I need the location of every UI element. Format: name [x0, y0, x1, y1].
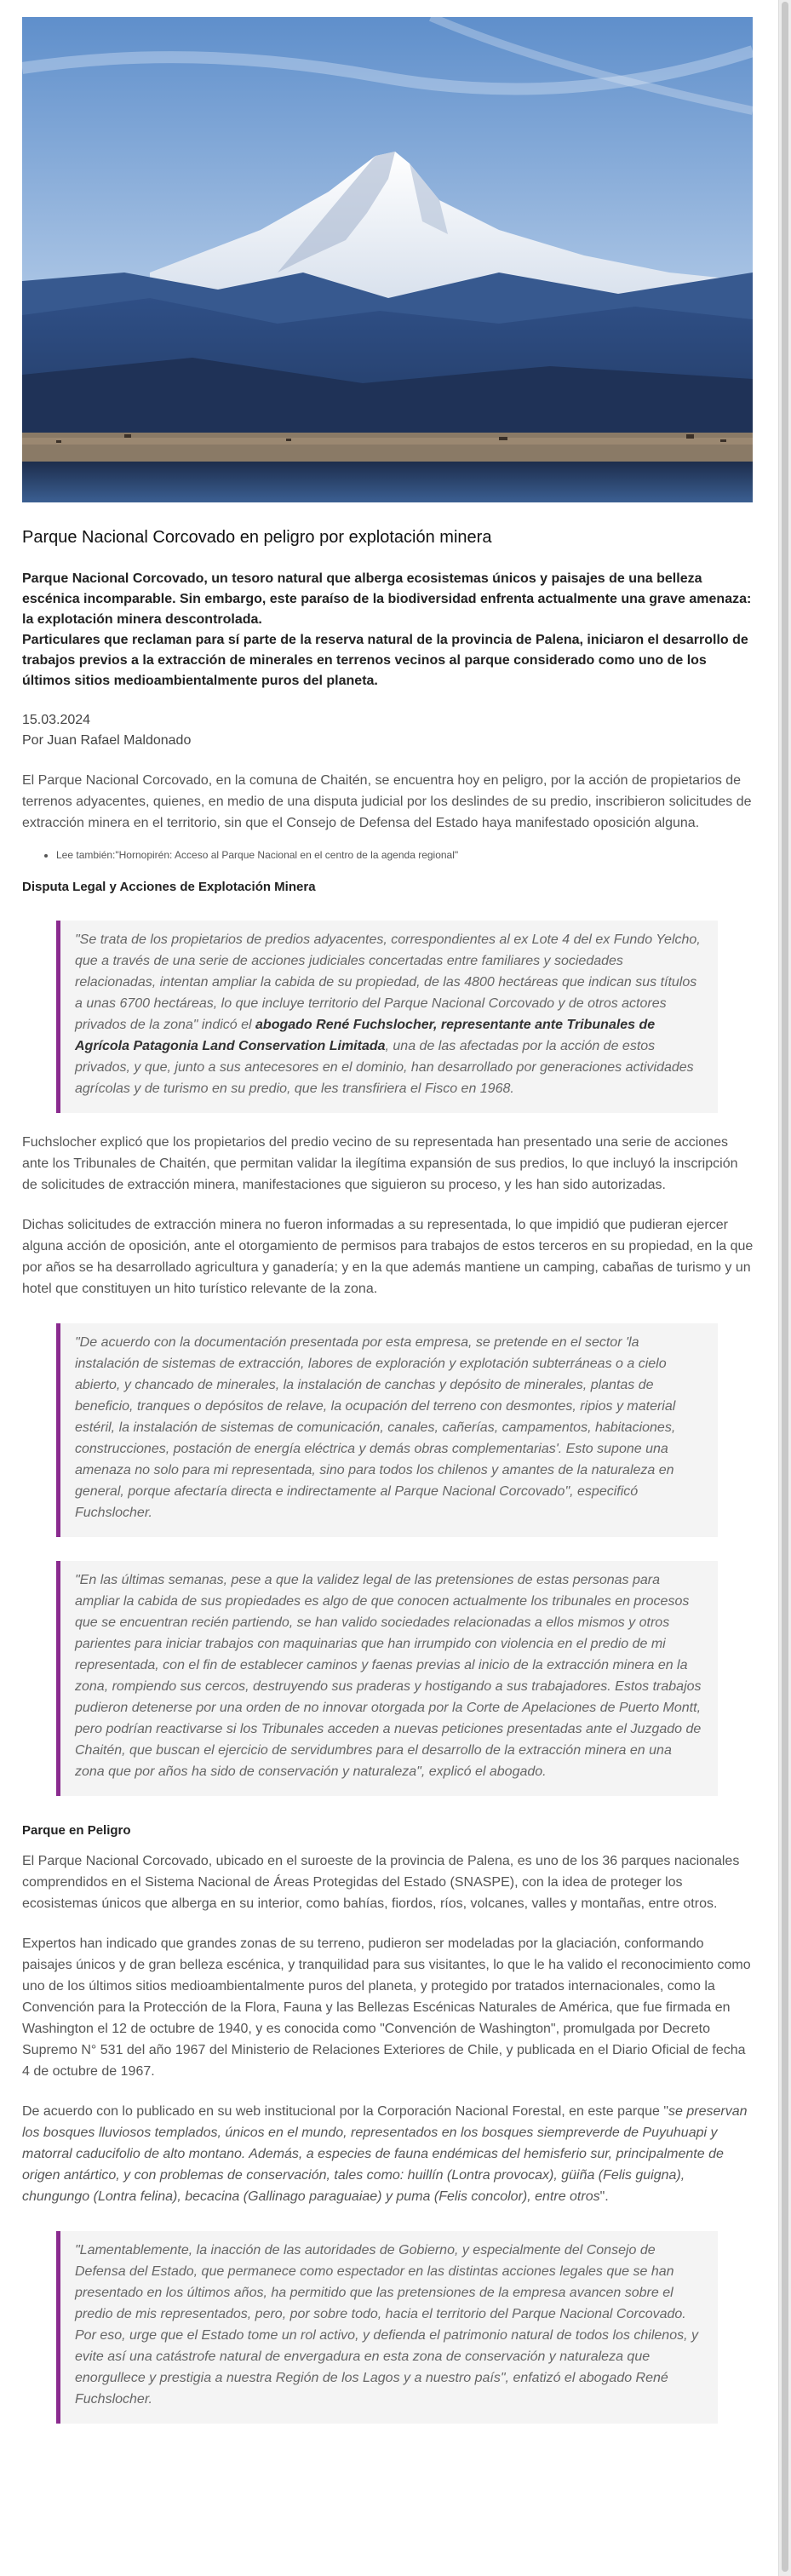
related-link[interactable]: • Lee también:"Hornopirén: Acceso al Parque Nacional en el centro de la agenda regional"	[56, 847, 754, 863]
quote-text: "Se trata de los propietarios de predios adyacentes, correspondientes al ex Lote 4 del ex Fundo Yelcho, que a través de una serie de acciones judiciales concertadas entre familiares y sociedades relacionadas, intentan ampliar la cabida de su propiedad, de las 4800 hectáreas que indican sus títulos a unas 6700 hectáreas, lo que incluye territorio del Parque Nacional Corcovado y de otros actores privados de la zona" indicó el	[75, 932, 701, 1032]
pull-quote: "De acuerdo con la documentación presentada por esta empresa, se pretende en el sector 'la instalación de sistemas de extracción, labores de exploración y explotación subterráneas o a cielo abierto, y chancado de minerales, la instalación de canchas y depósito de minerales, plantas de beneficio, tranques o depósitos de relave, la ocupación del terreno con desmontes, ripios y material estéril, la instalación de sistemas de comunicación, canales, cañerías, campamentos, habitaciones, construcciones, postación de energía eléctrica y demás obras complementarias'. Esto supone una amenaza no solo para mi representada, sino para todos los chilenos y amantes de la naturaleza en general, porque afectaría directa e indirectamente al Parque Nacional Corcovado", especificó Fuchslocher.	[56, 1323, 718, 1537]
hero-image-mountain	[22, 17, 753, 502]
article-lead	[22, 569, 754, 691]
article-title: Parque Nacional Corcovado en peligro por explotación minera	[22, 528, 492, 547]
pull-quote: "En las últimas semanas, pese a que la validez legal de las pretensiones de estas personas para ampliar la cabida de sus propiedades es algo de que conocen actualmente los tribunales en procesos que se encuentran recién partiendo, se han valido sociedades relacionadas a ellos mismos y otros parientes para iniciar trabajos con maquinarias que han irrumpido con violencia en el predio de mi representada, con el fin de establecer caminos y faenas previas al inicio de la extracción minera en la zona, rompiendo sus cercos, destruyendo sus praderas y hostigando a sus trabajadores. Estos trabajos pudieron detenerse por una orden de no innovar otorgada por la Corte de Apelaciones de Puerto Montt, pero podrían reactivarse si los Tribunales acceden a nuevas peticiones presentadas ante el Juzgado de Chaitén, que buscan el ejercicio de servidumbres para el desarrollo de la extracción minera en una zona que por años ha sido de conservación y naturaleza", explicó el abogado.	[56, 1561, 718, 1796]
pull-quote	[56, 921, 718, 1113]
quote-emphasis: abogado René Fuchslocher, representante ante Tribunales de Agrícola Patagonia Land Conservation Limitada	[75, 1018, 656, 1053]
paragraph-text: ".	[599, 2189, 609, 2204]
article	[22, 17, 754, 2424]
section-heading: Disputa Legal y Acciones de Explotación Minera	[22, 880, 316, 894]
body-paragraph: El Parque Nacional Corcovado, ubicado en el suroeste de la provincia de Palena, es uno de los 36 parques nacionales comprendidos en el Sistema Nacional de Áreas Protegidas del Estado (SNASPE), con la idea de proteger los ecosistemas únicos que alberga en su interior, como bahías, fiordos, ríos, volcanes, valles y montañas, entre otros.	[22, 1854, 740, 1911]
article-meta	[22, 710, 754, 751]
paragraph-text: De acuerdo con lo publicado en su web institucional por la Corporación Nacional Forestal, en este parque "	[22, 2104, 669, 2119]
quote-text: , una de las afectadas por la acción de estos privados, y que, junto a sus antecesores en el dominio, han desarrollado por generaciones actividades agrícolas y de turismo en su predio, que les transfiriera el Fisco en 1968.	[75, 1039, 694, 1096]
body-paragraph: Fuchslocher explicó que los propietarios del predio vecino de su representada han presentado una serie de acciones ante los Tribunales de Chaitén, que permitan validar la ilegítima expansión de sus predios, lo que incluyó la inscripción de solicitudes de extracción minera, manifestaciones que siguieron su proceso, y les han sido autorizadas.	[22, 1135, 738, 1192]
body-paragraph: Dichas solicitudes de extracción minera no fueron informadas a su representada, lo que impidió que pudieran ejercer alguna acción de oposición, ante el otorgamiento de permisos para trabajos de estos terceros en su propiedad, en la que por años se ha desarrollado agricultura y ganadería; y en la que además mantiene un camping, cabañas de turismo y un hotel que constituyen un hito turístico relevante de la zona.	[22, 1218, 754, 1296]
pull-quote: "Lamentablemente, la inacción de las autoridades de Gobierno, y especialmente del Consejo de Defensa del Estado, que permanece como espectador en las distintas acciones legales que se han presentado en los últimos años, ha permitido que las pretensiones de la empresa avancen sobre el predio de mis representados, pero, por sobre todo, hacia el territorio del Parque Nacional Corcovado. Por eso, urge que el Estado tome un rol activo, y defienda el patrimonio natural de todos los chilenos, y evite así una catástrofe natural de envergadura en esta zona de conservación y naturaleza que enorgullece y prestigia a nuestra Región de los Lagos y a nuestro país", enfatizó el abogado René Fuchslocher.	[56, 2231, 718, 2424]
cited-text: se preservan los bosques lluviosos templados, únicos en el mundo, representados en los bosques siempreverde de Puyuhuapi y matorral caducifolio de alto montano. Además, a especies de fauna endémicas del hemisferio sur, principalmente de origen antártico, y con problemas de conservación, tales como: huillín (Lontra provocax), güiña (Felis guigna), chungungo (Lontra felina), becacina (Gallinago paraguaiae) y puma (Felis concolor), entre otros	[22, 2104, 748, 2204]
lead-paragraph: Particulares que reclaman para sí parte de la reserva natural de la provincia de Palena, iniciaron el desarrollo de trabajos previos a la extracción de minerales en terrenos vecinos al parque considerado como uno de los últimos sitios medioambientalmente puros del planeta.	[22, 633, 748, 688]
section-heading: Parque en Peligro	[22, 1823, 131, 1838]
scrollbar-thumb[interactable]	[782, 2, 788, 2572]
body-paragraph: Expertos han indicado que grandes zonas de su terreno, pudieron ser modeladas por la glaciación, conformando paisajes únicos y de gran belleza escénica, y tranquilidad para sus visitantes, lo que le ha valido el reconocimiento como uno de los últimos sitios medioambientalmente puros del planeta, y protegido por tratados internacionales, como la Convención para la Protección de la Flora, Fauna y las Bellezas Escénicas Naturales de América, que fue firmada en Washington el 12 de octubre de 1940, y es conocida como "Convención de Washington", promulgada por Decreto Supremo N° 531 del año 1967 del Ministerio de Relaciones Exteriores de Chile, y publicada en el Diario Oficial de fecha 4 de octubre de 1967.	[22, 1936, 751, 2079]
publish-date: 15.03.2024	[22, 713, 91, 727]
lead-paragraph: Parque Nacional Corcovado, un tesoro natural que alberga ecosistemas únicos y paisajes de una belleza escénica incomparable. Sin embargo, este paraíso de la biodiversidad enfrenta actualmente una grave amenaza: la explotación minera descontrolada.	[22, 571, 752, 627]
page-scrollbar[interactable]	[778, 0, 791, 2576]
related-links	[22, 847, 754, 863]
author-byline: Por Juan Rafael Maldonado	[22, 733, 192, 748]
body-paragraph: El Parque Nacional Corcovado, en la comuna de Chaitén, se encuentra hoy en peligro, por la acción de propietarios de terrenos adyacentes, quienes, en medio de una disputa judicial por los deslindes de su predio, inscribieron solicitudes de extracción minera en el territorio, sin que el Consejo de Defensa del Estado haya manifestado oposición alguna.	[22, 773, 752, 830]
body-paragraph	[22, 2101, 754, 2207]
